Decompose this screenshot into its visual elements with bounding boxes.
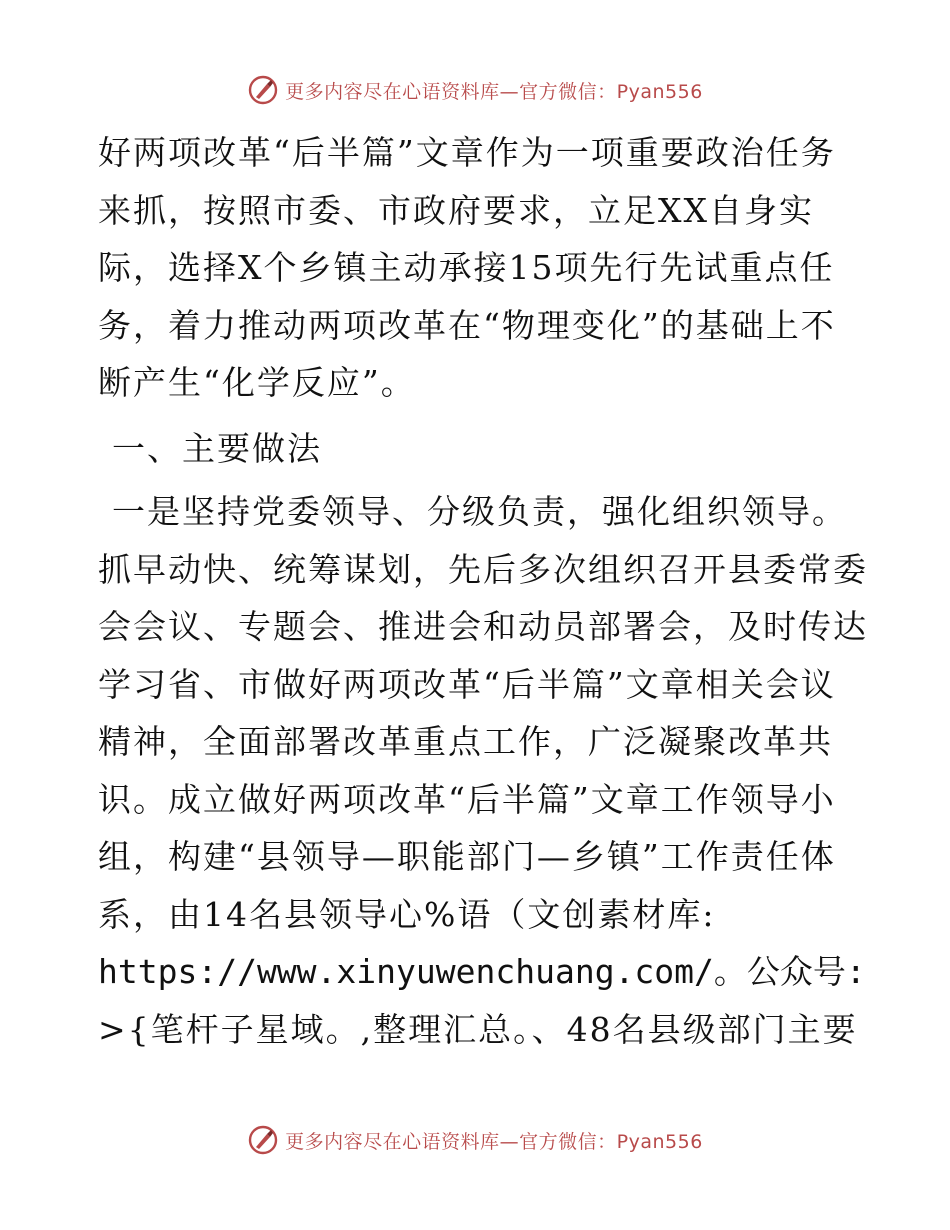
circle-pen-logo-icon [247, 1124, 279, 1156]
text-line: >{笔杆子星域。,整理汇总。、48名县级部门主要 [98, 1009, 858, 1049]
text-line: 组，构建“县领导—职能部门—乡镇”工作责任体 [98, 837, 836, 876]
text-line: 会会议、专题会、推进会和动员部署会，及时传达 [98, 607, 868, 646]
text-line: 务，着力推动两项改革在“物理变化”的基础上不 [98, 305, 836, 345]
watermark-text: 更多内容尽在心语资料库—官方微信：Pyan556 [285, 80, 703, 103]
text-line: 系，由14名县领导心%语（文创素材库: [98, 894, 716, 934]
text-line: 来抓，按照市委、市政府要求，立足XX自身实 [98, 190, 814, 230]
url-text-line: https://www.xinyuwenchuang.com/。公众号: [98, 952, 866, 991]
section-heading: 一、主要做法 [112, 428, 322, 468]
text-line: 识。成立做好两项改革“后半篇”文章工作领导小 [98, 779, 836, 819]
footer-watermark-banner [0, 1120, 950, 1160]
text-line: 断产生“化学反应”。 [98, 363, 416, 402]
text-line: 际，选择X个乡镇主动承接15项先行先试重点任 [98, 248, 835, 287]
text-line: 精神，全面部署改革重点工作，广泛凝聚改革共 [98, 722, 833, 761]
text-line: 好两项改革“后半篇”文章作为一项重要政治任务 [98, 133, 836, 172]
text-line: 抓早动快、统筹谋划，先后多次组织召开县委常委 [98, 549, 868, 589]
circle-pen-logo-icon [247, 74, 279, 106]
document-body [98, 124, 868, 1058]
header-watermark-banner [0, 70, 950, 110]
text-line: 一是坚持党委领导、分级负责，强化组织领导。 [112, 492, 847, 531]
text-line: 学习省、市做好两项改革“后半篇”文章相关会议 [98, 664, 836, 704]
watermark-text: 更多内容尽在心语资料库—官方微信：Pyan556 [285, 1130, 703, 1153]
